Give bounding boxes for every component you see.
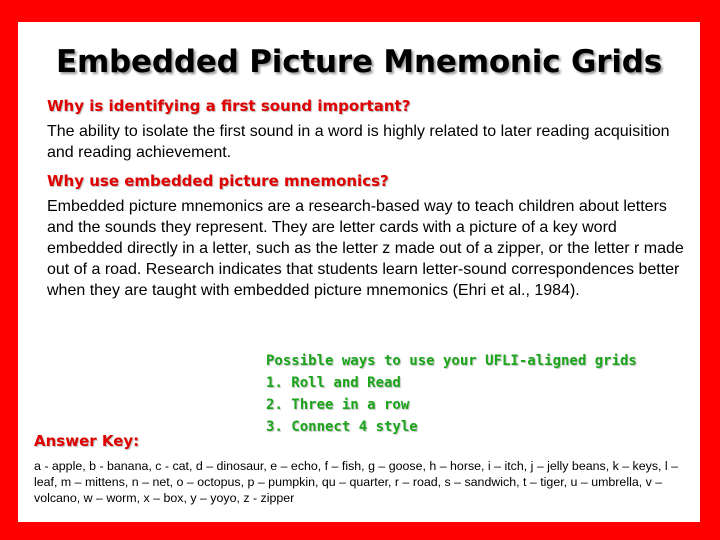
answer-key-heading: Answer Key: bbox=[34, 432, 140, 450]
ways-list bbox=[266, 350, 637, 438]
section2-body: Embedded picture mnemonics are a research-based way to teach children about letters and the sounds they represent. They are letter cards with a picture of a key word embedded directly in a letter, such as the letter z made out of a zipper, or the letter r made out of a road. Research indicates that students learn letter-sound correspondences better when they are taught with embedded picture mnemonics (Ehri et al., 1984). bbox=[47, 198, 684, 299]
ways-item-connect-4: 3. Connect 4 style bbox=[266, 419, 418, 435]
ways-item-roll-and-read: 1. Roll and Read bbox=[266, 375, 401, 391]
ways-heading: Possible ways to use your UFLI-aligned grids bbox=[266, 353, 637, 369]
answer-key-text: a - apple, b - banana, c - cat, d – dinosaur, e – echo, f – fish, g – goose, h – horse, i – itch, j – jelly beans, k – keys, l – leaf, m – mittens, n – net, o – octopus, p – pumpkin, qu – quarter, r – road, s – sandwich, t – tiger, u – umbrella, v – volcano, w – worm, x – box, y – yoyo, z - zipper bbox=[34, 459, 678, 505]
section2-heading: Why use embedded picture mnemonics? bbox=[47, 172, 389, 190]
ways-item-three-in-a-row: 2. Three in a row bbox=[266, 397, 410, 413]
section1-body: The ability to isolate the first sound in a word is highly related to later reading acquisition and reading achievement. bbox=[47, 123, 670, 161]
section1-heading: Why is identifying a first sound important? bbox=[47, 97, 411, 115]
slide bbox=[18, 22, 700, 522]
slide-title: Embedded Picture Mnemonic Grids bbox=[55, 44, 662, 80]
